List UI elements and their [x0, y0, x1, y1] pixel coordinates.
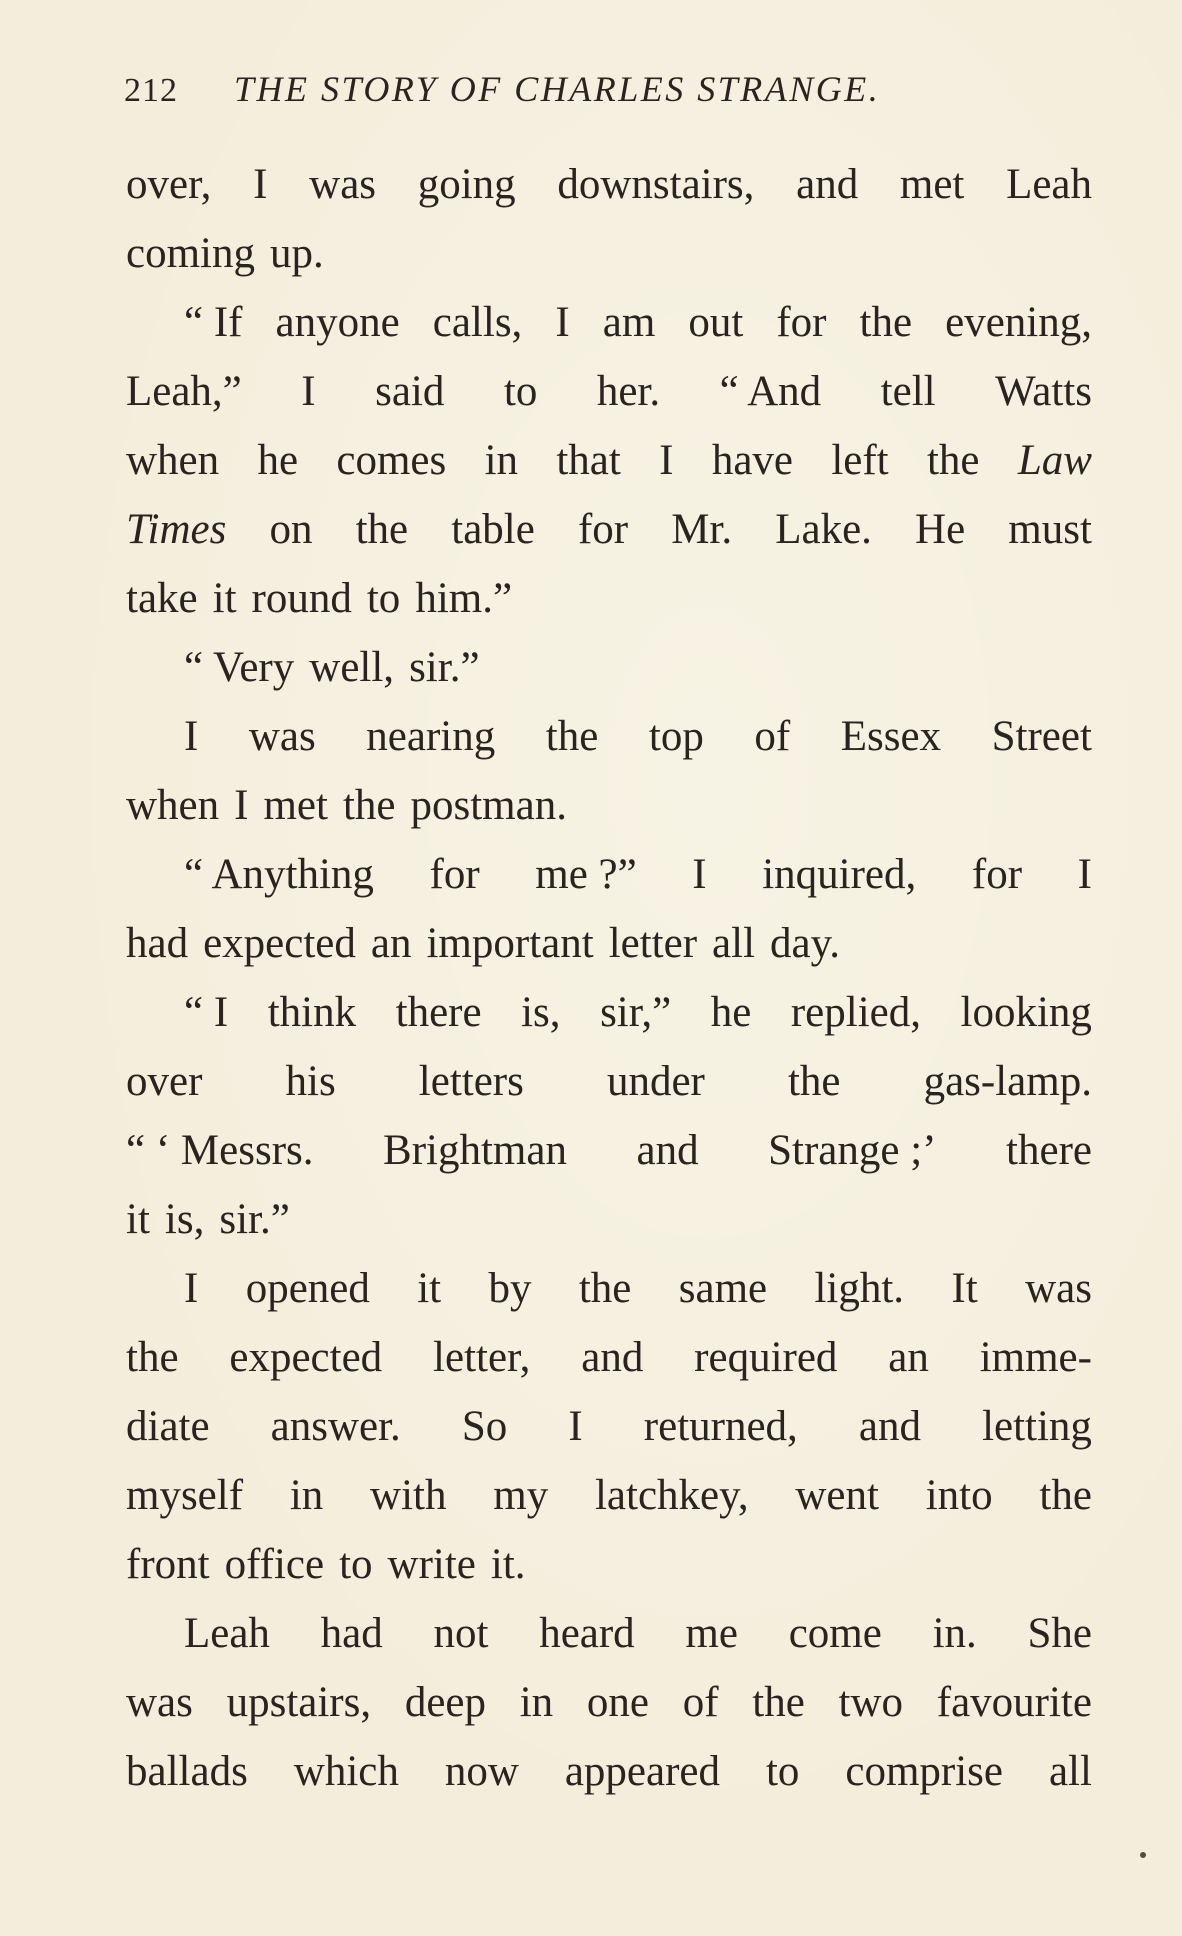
text-line: [126, 426, 1092, 495]
word: must: [1008, 506, 1092, 553]
word: in: [519, 1679, 554, 1726]
word: the: [859, 299, 913, 346]
word: “ ‘ Messrs.: [126, 1127, 314, 1174]
word: my: [493, 1472, 549, 1519]
word: on: [269, 506, 313, 553]
word: “ Anything: [184, 851, 374, 898]
page-header: [124, 68, 1104, 118]
page-number: 212: [124, 72, 178, 109]
body-text: [126, 150, 1092, 1806]
word: is,: [164, 1196, 205, 1243]
word: there: [1006, 1127, 1092, 1174]
word: Mr.: [671, 506, 733, 553]
word: the: [126, 1334, 179, 1381]
word: and: [796, 161, 859, 208]
word: upstairs,: [226, 1679, 372, 1726]
word: I: [184, 713, 199, 760]
word: me ?”: [535, 851, 637, 898]
text-line: [126, 633, 1092, 702]
word: the: [752, 1679, 805, 1726]
running-title: THE STORY OF CHARLES STRANGE.: [234, 69, 881, 109]
word: deep: [404, 1679, 487, 1726]
word: to: [366, 575, 401, 622]
word: It: [951, 1265, 978, 1312]
text-line: [126, 1323, 1092, 1392]
word: over: [126, 1058, 203, 1105]
word: I: [659, 437, 674, 484]
word: for: [776, 299, 827, 346]
word: had: [126, 920, 189, 967]
word: Lake.: [775, 506, 872, 553]
word: letting: [982, 1403, 1092, 1450]
word: I: [253, 161, 268, 208]
word: up.: [269, 230, 324, 277]
word: I: [1077, 851, 1092, 898]
text-line: [126, 495, 1092, 564]
text-line: [126, 1668, 1092, 1737]
word: of: [682, 1679, 719, 1726]
word: for: [429, 851, 480, 898]
word: evening,: [945, 299, 1092, 346]
word: met: [899, 161, 965, 208]
word: all: [712, 920, 756, 967]
word: inquired,: [762, 851, 917, 898]
word: Leah: [1006, 161, 1092, 208]
word: sir.”: [219, 1196, 290, 1243]
word: in: [484, 437, 519, 484]
word: one: [586, 1679, 649, 1726]
word: and: [581, 1334, 644, 1381]
word: for: [577, 506, 629, 553]
word: all: [1048, 1748, 1092, 1795]
word: the: [1039, 1472, 1092, 1519]
text-line: [126, 1530, 1092, 1599]
word: tell: [880, 368, 936, 415]
word: downstairs,: [557, 161, 755, 208]
text-line: [126, 909, 1092, 978]
word: He: [915, 506, 966, 553]
word: latchkey,: [594, 1472, 749, 1519]
word: required: [694, 1334, 838, 1381]
word: come: [788, 1610, 882, 1657]
word: Times: [126, 506, 227, 553]
word: am: [602, 299, 656, 346]
word: So: [461, 1403, 508, 1450]
word: I: [692, 851, 707, 898]
word: the: [787, 1058, 841, 1105]
word: he: [257, 437, 299, 484]
word: “ If: [184, 299, 243, 346]
text-line: [126, 1461, 1092, 1530]
word: for: [971, 851, 1023, 898]
word: comes: [336, 437, 447, 484]
word: his: [285, 1058, 336, 1105]
word: replied,: [790, 989, 921, 1036]
word: letter: [608, 920, 698, 967]
word: expected: [203, 920, 356, 967]
word: was: [126, 1679, 193, 1726]
word: and: [636, 1127, 699, 1174]
word: front: [126, 1541, 210, 1588]
word: returned,: [643, 1403, 798, 1450]
word: office: [224, 1541, 325, 1588]
word: of: [754, 713, 791, 760]
word: by: [488, 1265, 532, 1312]
word: nearing: [366, 713, 496, 760]
word: anyone: [275, 299, 400, 346]
word: now: [444, 1748, 519, 1795]
word: to: [765, 1748, 800, 1795]
word: She: [1027, 1610, 1092, 1657]
word: I: [234, 782, 249, 829]
word: answer.: [270, 1403, 401, 1450]
text-line: [126, 771, 1092, 840]
word: had: [320, 1610, 383, 1657]
word: round: [251, 575, 352, 622]
word: is,: [521, 989, 561, 1036]
word: looking: [960, 989, 1092, 1036]
word: coming: [126, 230, 255, 277]
word: two: [838, 1679, 904, 1726]
word: write: [387, 1541, 476, 1588]
word: was: [309, 161, 377, 208]
text-line: [126, 288, 1092, 357]
word: Strange ;’: [768, 1127, 937, 1174]
word: me: [685, 1610, 738, 1657]
text-line: [126, 219, 1092, 288]
word: that: [556, 437, 621, 484]
word: I: [555, 299, 570, 346]
word: letters: [418, 1058, 524, 1105]
word: it.: [490, 1541, 526, 1588]
word: Law: [1017, 437, 1092, 484]
word: into: [925, 1472, 993, 1519]
word: “ Very: [184, 644, 295, 691]
word: top: [648, 713, 704, 760]
word: take: [126, 575, 198, 622]
word: under: [606, 1058, 705, 1105]
word: Watts: [995, 368, 1092, 415]
word: I: [568, 1403, 583, 1450]
word: table: [451, 506, 535, 553]
word: the: [355, 506, 409, 553]
word: there: [395, 989, 482, 1036]
word: opened: [245, 1265, 370, 1312]
text-line: [126, 150, 1092, 219]
text-line: [126, 357, 1092, 426]
word: heard: [539, 1610, 635, 1657]
word: postman.: [410, 782, 567, 829]
word: same: [678, 1265, 768, 1312]
word: sir.”: [409, 644, 480, 691]
word: have: [711, 437, 793, 484]
word: sir,”: [600, 989, 672, 1036]
word: letter,: [433, 1334, 531, 1381]
text-line: [126, 1116, 1092, 1185]
word: an: [370, 920, 412, 967]
word: expected: [229, 1334, 383, 1381]
word: the: [342, 782, 396, 829]
word: “ I: [184, 989, 229, 1036]
word: he: [710, 989, 752, 1036]
word: going: [417, 161, 516, 208]
word: with: [370, 1472, 447, 1519]
word: Essex: [840, 713, 942, 760]
word: gas-lamp.: [923, 1058, 1092, 1105]
word: was: [1025, 1265, 1092, 1312]
word: it: [417, 1265, 442, 1312]
text-line: [126, 1254, 1092, 1323]
word: well,: [309, 644, 395, 691]
word: not: [433, 1610, 489, 1657]
word: over,: [126, 161, 212, 208]
word: light.: [814, 1265, 905, 1312]
word: the: [926, 437, 980, 484]
word: out: [688, 299, 744, 346]
word: think: [267, 989, 357, 1036]
word: the: [545, 713, 599, 760]
word: “ And: [719, 368, 822, 415]
word: comprise: [845, 1748, 1003, 1795]
word: went: [795, 1472, 879, 1519]
text-line: [126, 840, 1092, 909]
paper-speck: [1140, 1852, 1146, 1858]
word: I: [184, 1265, 199, 1312]
word: in: [289, 1472, 324, 1519]
text-line: [126, 1185, 1092, 1254]
word: him.”: [415, 575, 513, 622]
word: left: [831, 437, 889, 484]
text-line: [126, 1599, 1092, 1668]
word: when: [126, 782, 220, 829]
word: and: [858, 1403, 921, 1450]
word: ballads: [126, 1748, 248, 1795]
word: diate: [126, 1403, 210, 1450]
word: her.: [596, 368, 661, 415]
text-line: [126, 1047, 1092, 1116]
word: calls,: [432, 299, 523, 346]
word: myself: [126, 1472, 244, 1519]
word: when: [126, 437, 220, 484]
word: which: [293, 1748, 399, 1795]
word: an: [888, 1334, 929, 1381]
word: said: [375, 368, 445, 415]
word: was: [248, 713, 316, 760]
text-line: [126, 1737, 1092, 1806]
text-line: [126, 1392, 1092, 1461]
word: I: [301, 368, 316, 415]
word: Brightman: [383, 1127, 567, 1174]
word: in.: [932, 1610, 977, 1657]
word: Leah,”: [126, 368, 242, 415]
word: important: [426, 920, 594, 967]
word: favourite: [936, 1679, 1092, 1726]
word: to: [339, 1541, 373, 1588]
word: it: [126, 1196, 150, 1243]
word: Street: [991, 713, 1092, 760]
word: imme-: [979, 1334, 1092, 1381]
word: it: [212, 575, 237, 622]
text-line: [126, 978, 1092, 1047]
word: the: [578, 1265, 632, 1312]
word: day.: [770, 920, 841, 967]
word: to: [503, 368, 538, 415]
text-line: [126, 702, 1092, 771]
word: met: [263, 782, 328, 829]
word: appeared: [564, 1748, 720, 1795]
word: Leah: [184, 1610, 270, 1657]
text-line: [126, 564, 1092, 633]
